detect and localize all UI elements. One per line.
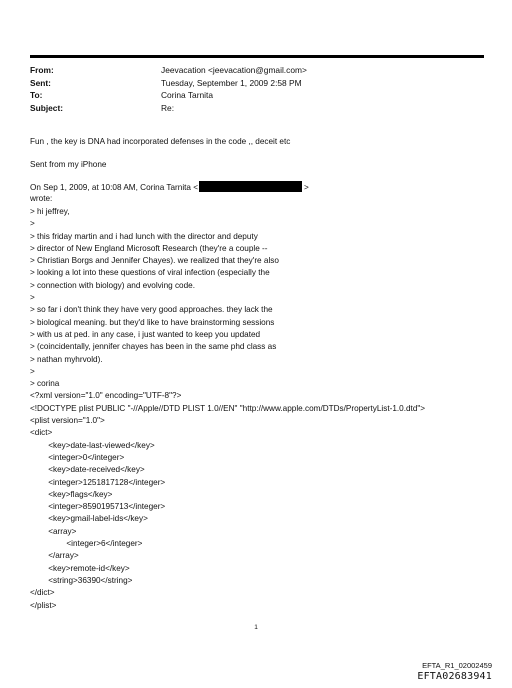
quoted-line: <?xml version="1.0" encoding="UTF-8"?> [30, 391, 182, 401]
from-value: Jeevacation <jeevacation@gmail.com> [161, 65, 307, 75]
quoted-line: <key>date-received</key> [30, 465, 145, 475]
bates-ref-small: EFTA_R1_02002459 [422, 661, 492, 670]
quoted-line: > this friday martin and i had lunch with the director and deputy [30, 231, 258, 241]
quoted-line: > Christian Borgs and Jennifer Chayes). we realized that they're also [30, 256, 279, 266]
quoted-line: > biological meaning. but they'd like to have brainstorming sessions [30, 317, 275, 327]
reply-intro-wrote: wrote: [30, 194, 53, 203]
quoted-line: <integer>0</integer> [30, 452, 125, 462]
sent-label: Sent: [30, 77, 51, 88]
quoted-line: > so far i don't think they have very good approaches. they lack the [30, 305, 273, 315]
quoted-line: <array> [30, 526, 77, 536]
quoted-line: > hi jeffrey, [30, 207, 70, 216]
quoted-line: > [30, 293, 35, 303]
quoted-line: <!DOCTYPE plist PUBLIC "-//Apple//DTD PLIST 1.0//EN" "http://www.apple.com/DTDs/PropertyList-1.0.dtd"> [30, 403, 426, 413]
quoted-line: <string>36390</string> [30, 575, 133, 585]
quoted-line: > (coincidentally, jennifer chayes has been in the same phd class as [30, 342, 277, 352]
redaction-bar [199, 181, 302, 192]
quoted-line: > [30, 219, 35, 229]
quoted-line: <key>date-last-viewed</key> [30, 440, 155, 450]
sent-row [30, 77, 484, 90]
quoted-line: <plist version="1.0"> [30, 416, 105, 426]
quoted-line: > looking a lot into these questions of viral infection (especially the [30, 268, 270, 278]
quoted-line: > nathan myhrvold). [30, 354, 103, 364]
quoted-line: <key>flags</key> [30, 489, 113, 499]
reply-intro-start: On Sep 1, 2009, at 10:08 AM, Corina Tarnita < [30, 183, 199, 192]
quoted-line: </dict> [30, 588, 55, 598]
message-text: Fun , the key is DNA had incorporated defenses in the code ,, deceit etc [30, 137, 291, 146]
from-row [30, 64, 484, 77]
quoted-line: <integer>8590195713</integer> [30, 502, 166, 512]
subject-row [30, 102, 484, 115]
quoted-line: </plist> [30, 600, 57, 610]
to-value: Corina Tarnita [161, 90, 213, 100]
quoted-line: <dict> [30, 428, 53, 438]
to-label: To: [30, 90, 43, 100]
quoted-line: <integer>1251817128</integer> [30, 477, 166, 487]
to-row [30, 89, 484, 102]
reply-intro [30, 181, 309, 194]
quoted-line: </array> [30, 551, 79, 561]
from-label: From: [30, 65, 54, 75]
quoted-line: > corina [30, 379, 60, 389]
quoted-line: <key>gmail-label-ids</key> [30, 514, 148, 524]
header-rule [30, 55, 484, 58]
email-header [30, 64, 484, 114]
subject-label: Subject: [30, 102, 64, 113]
signature-text: Sent from my iPhone [30, 160, 107, 169]
quoted-line: <integer>6</integer> [30, 539, 143, 549]
quoted-line: > [30, 366, 35, 376]
bates-ref-large: EFTA02683941 [417, 671, 492, 682]
quoted-line: <key>remote-id</key> [30, 563, 130, 573]
quoted-line: > director of New England Microsoft Research (they're a couple -- [30, 243, 268, 253]
quoted-line: > connection with biology) and evolving code. [30, 280, 195, 290]
reply-intro-end: > [304, 183, 309, 192]
subject-value: Re: [161, 102, 175, 113]
quoted-message [30, 206, 425, 612]
sent-value: Tuesday, September 1, 2009 2:58 PM [161, 77, 302, 88]
quoted-line: > with us at ped. in any case, i just wanted to keep you updated [30, 329, 261, 339]
page-number: 1 [254, 624, 258, 631]
